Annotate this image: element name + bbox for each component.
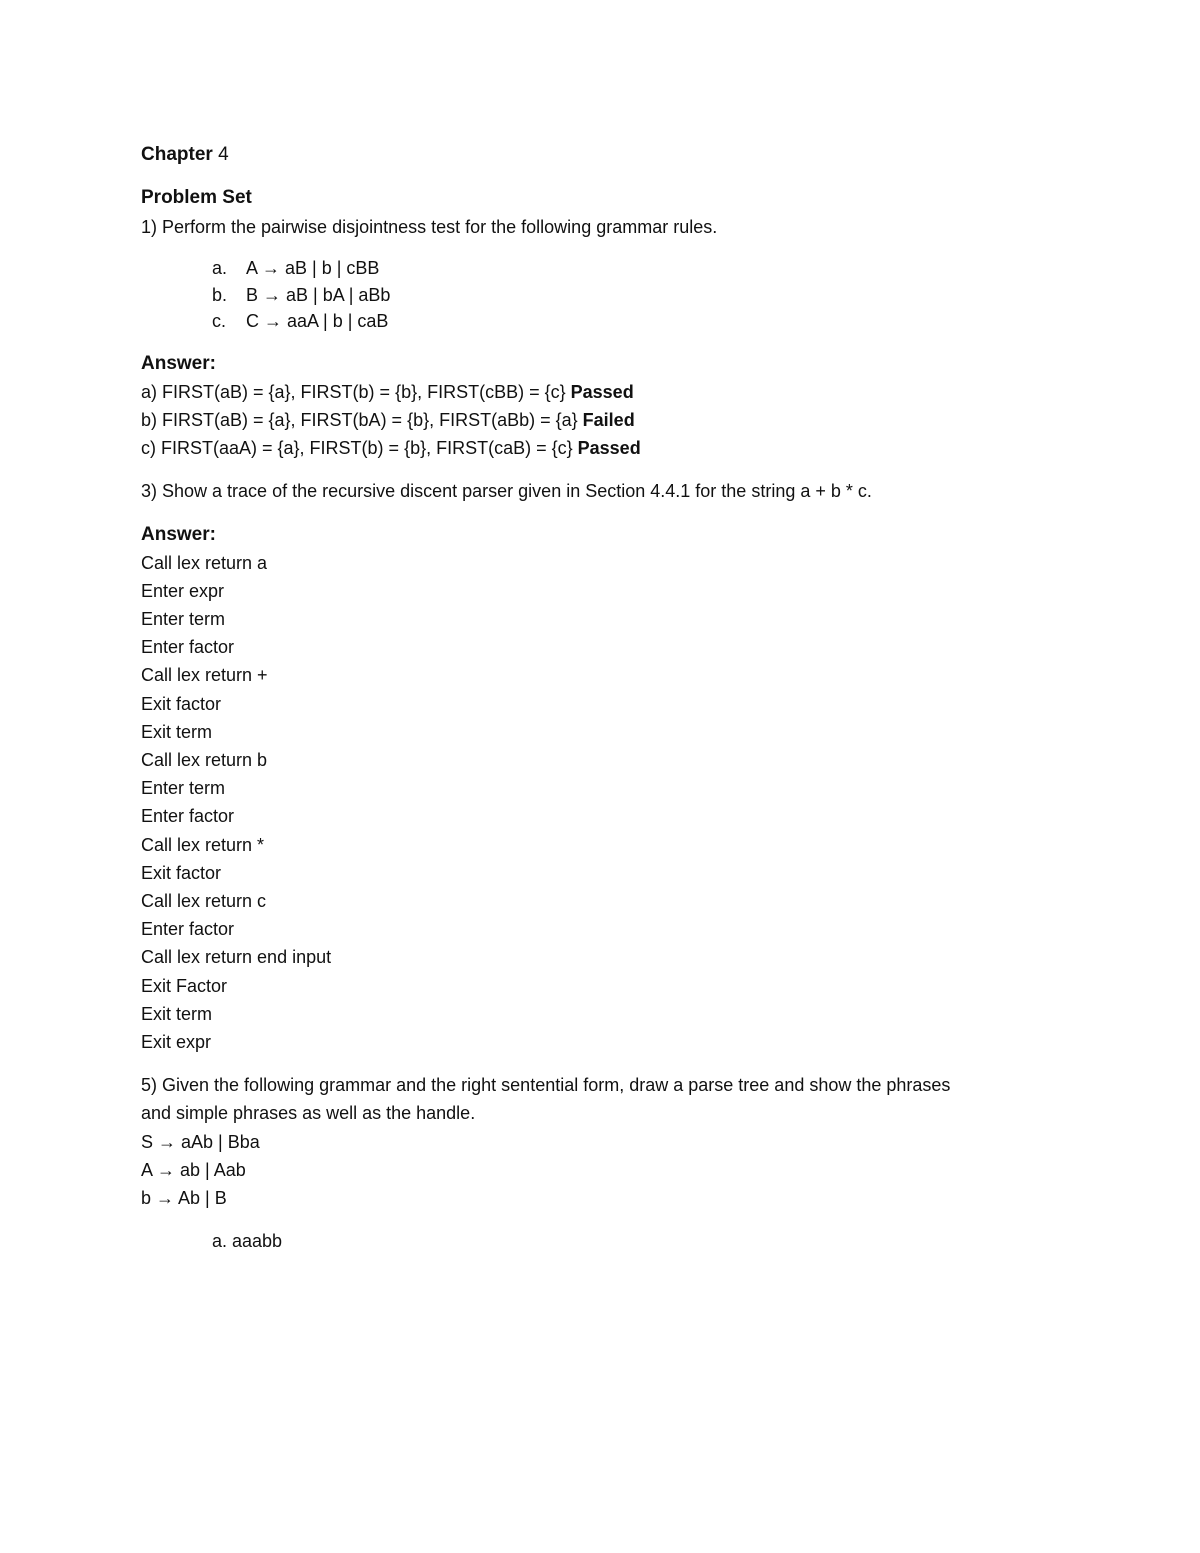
trace-line: Call lex return end input [141, 947, 332, 968]
trace-line: Call lex return c [141, 890, 267, 911]
chapter-number: 4 [218, 144, 229, 165]
verdict-label: Passed [570, 381, 634, 402]
grammar-production: A → ab | Aab [141, 1159, 246, 1180]
answer-heading-1: Answer: [141, 352, 216, 374]
trace-line: Call lex return a [141, 552, 268, 573]
rule-text: C → aaA | b | caB [246, 311, 389, 332]
chapter-word: Chapter [141, 144, 213, 165]
grammar-production: S → aAb | Bba [141, 1131, 260, 1152]
answer-text: c) FIRST(aaA) = {a}, FIRST(b) = {b}, FIRST(caB) = {c} [141, 438, 578, 459]
trace-line: Enter expr [141, 580, 225, 601]
rule-text: A → aB | b | cBB [246, 258, 380, 279]
trace-line: Exit Factor [141, 975, 228, 996]
answer-list-1 [141, 378, 1081, 463]
verdict-label: Failed [582, 409, 635, 430]
grammar-productions-list [141, 1128, 1081, 1213]
answer-line [141, 434, 1081, 462]
trace-line: Exit factor [141, 862, 222, 883]
grammar-production: b → Ab | B [141, 1188, 227, 1209]
document-page [141, 140, 1081, 1256]
trace-line: Enter factor [141, 806, 235, 827]
question-5-prompt [141, 1071, 1081, 1127]
problem-set-title: Problem Set [141, 187, 252, 208]
sentential-form-item: a. aaabb [212, 1231, 283, 1252]
answer-line [141, 378, 1081, 406]
answer-text: b) FIRST(aB) = {a}, FIRST(bA) = {b}, FIRST(aBb) = {a} [141, 409, 583, 430]
rule-letter: a. [212, 258, 228, 279]
question-3-prompt: 3) Show a trace of the recursive discent parser given in Section 4.4.1 for the string a + b * c. [141, 481, 872, 502]
question-1-prompt: 1) Perform the pairwise disjointness test for the following grammar rules. [141, 217, 718, 237]
answer-heading-3: Answer: [141, 523, 216, 545]
parser-trace-list [141, 549, 1081, 1057]
trace-line: Enter term [141, 778, 226, 799]
trace-line: Exit factor [141, 693, 222, 714]
grammar-rule-item [212, 255, 1081, 282]
verdict-label: Passed [577, 438, 641, 459]
trace-line: Exit term [141, 1003, 213, 1024]
answer-line [141, 406, 1081, 434]
trace-line: Call lex return * [141, 834, 265, 855]
trace-line: Enter term [141, 608, 226, 629]
trace-line: Enter factor [141, 637, 235, 658]
grammar-rules-list [141, 255, 1081, 335]
answer-text: a) FIRST(aB) = {a}, FIRST(b) = {b}, FIRST(cBB) = {c} [141, 381, 571, 402]
question-5-line-1: 5) Given the following grammar and the right sentential form, draw a parse tree and show the phrases [141, 1075, 951, 1096]
grammar-rule-item [212, 282, 1081, 309]
rule-letter: c. [212, 311, 227, 332]
trace-line: Exit term [141, 721, 213, 742]
rule-letter: b. [212, 284, 228, 305]
question-5-line-2: and simple phrases as well as the handle. [141, 1103, 476, 1124]
trace-line: Call lex return + [141, 665, 268, 686]
chapter-heading [141, 140, 1081, 170]
grammar-rule-item [212, 308, 1081, 335]
rule-text: B → aB | bA | aBb [246, 284, 391, 305]
trace-line: Enter factor [141, 919, 235, 940]
trace-line: Exit expr [141, 1031, 212, 1052]
trace-line: Call lex return b [141, 749, 268, 770]
